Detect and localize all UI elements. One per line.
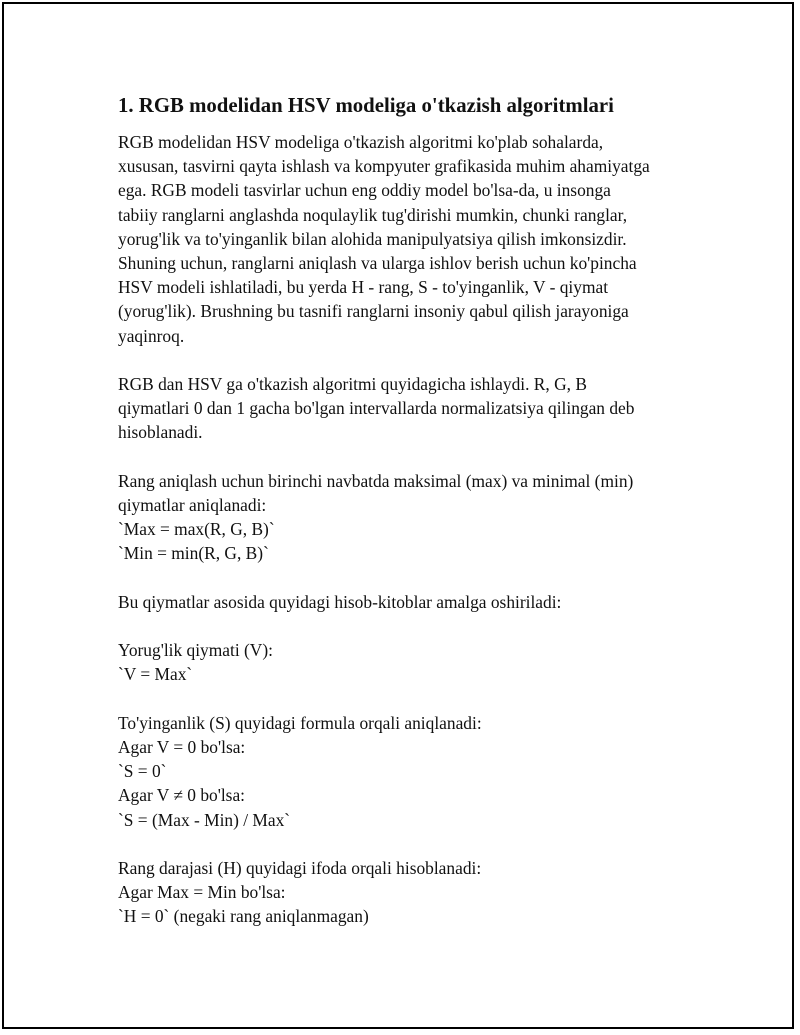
text-line: hisoblanadi. — [118, 422, 203, 443]
text-line: qiymatlar aniqlanadi: — [118, 495, 267, 516]
text-line: Shuning uchun, ranglarni aniqlash va ularga ishlov berish uchun ko'pincha — [118, 253, 637, 274]
formula-line: `S = (Max - Min) / Max` — [118, 809, 291, 830]
text-line: xususan, tasvirni qayta ishlash va kompyuter grafikasida muhim ahamiyatga — [118, 156, 650, 177]
paragraph-hue — [118, 856, 693, 929]
text-line: Bu qiymatlar asosida quyidagi hisob-kitoblar amalga oshiriladi: — [118, 591, 562, 612]
formula-line: `H = 0` (negaki rang aniqlanmagan) — [118, 906, 369, 927]
text-line: Rang aniqlash uchun birinchi navbatda maksimal (max) va minimal (min) — [118, 470, 634, 491]
text-line: yaqinroq. — [118, 325, 185, 346]
text-line: tabiiy ranglarni anglashda noqulaylik tug'dirishi mumkin, chunki ranglar, — [118, 204, 628, 225]
paragraph-max-min — [118, 469, 693, 566]
formula-line: `V = Max` — [118, 664, 193, 685]
text-line: RGB modelidan HSV modeliga o'tkazish algoritmi ko'plab sohalarda, — [118, 132, 604, 152]
paragraph-calculations — [118, 590, 693, 614]
text-line: Agar Max = Min bo'lsa: — [118, 882, 286, 903]
document-body — [118, 92, 693, 953]
section-title: 1. RGB modelidan HSV modeliga o'tkazish algoritmlari — [118, 94, 614, 117]
paragraph-saturation — [118, 711, 693, 832]
paragraph-algorithm — [118, 372, 693, 445]
text-line: Rang darajasi (H) quyidagi ifoda orqali hisoblanadi: — [118, 858, 482, 878]
text-line: Agar V = 0 bo'lsa: — [118, 737, 246, 757]
text-line: Yorug'lik qiymati (V): — [118, 640, 273, 661]
text-line: RGB dan HSV ga o'tkazish algoritmi quyidagicha ishlaydi. R, G, B — [118, 374, 587, 395]
text-line: ega. RGB modeli tasvirlar uchun eng oddiy model bo'lsa-da, u insonga — [118, 180, 611, 201]
text-line: Agar V ≠ 0 bo'lsa: — [118, 785, 245, 806]
text-line: To'yinganlik (S) quyidagi formula orqali aniqlanadi: — [118, 712, 482, 733]
formula-line: `Min = min(R, G, B)` — [118, 543, 269, 564]
paragraph-value — [118, 638, 693, 686]
text-line: yorug'lik va to'yinganlik bilan alohida manipulyatsiya qilish imkonsizdir. — [118, 228, 627, 249]
text-line: qiymatlari 0 dan 1 gacha bo'lgan intervallarda normalizatsiya qilingan deb — [118, 398, 635, 419]
formula-line: `Max = max(R, G, B)` — [118, 519, 275, 540]
text-line: HSV modeli ishlatiladi, bu yerda H - rang, S - to'yinganlik, V - qiymat — [118, 277, 609, 298]
text-line: (yorug'lik). Brushning bu tasnifi ranglarni insoniy qabul qilish jarayoniga — [118, 301, 629, 322]
formula-line: `S = 0` — [118, 761, 167, 782]
paragraph-intro — [118, 130, 693, 348]
